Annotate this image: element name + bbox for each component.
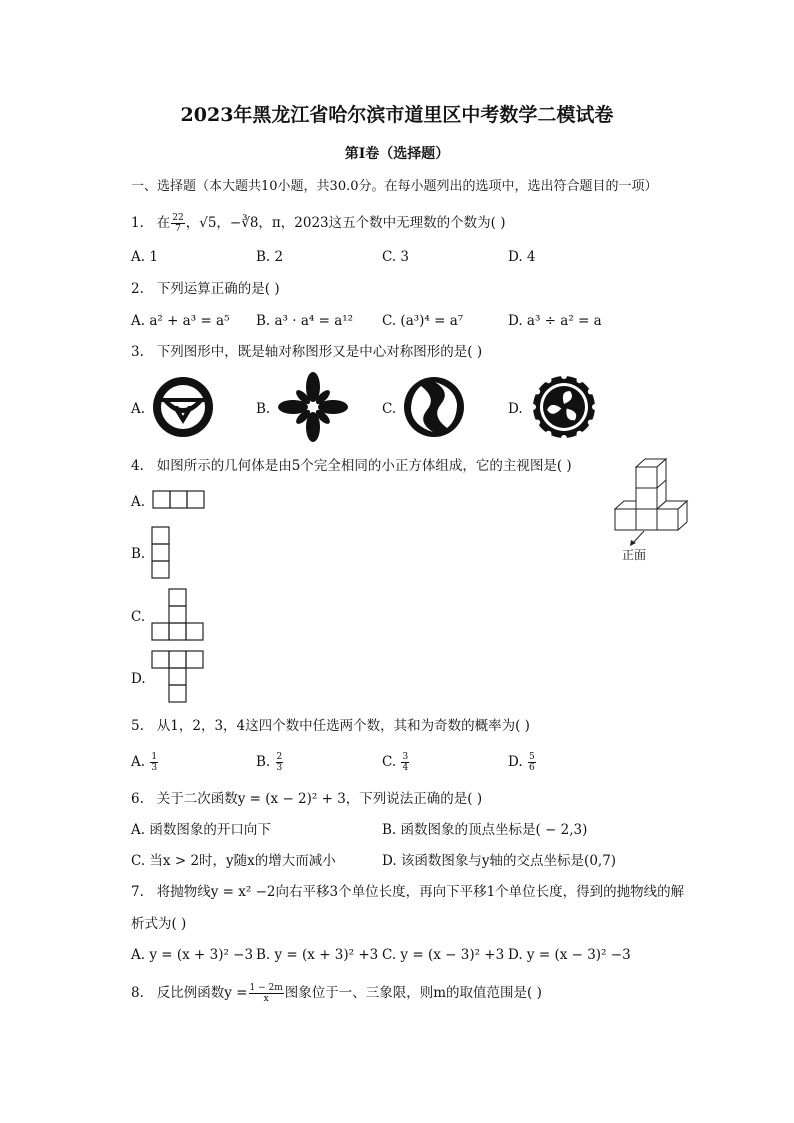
question-number: 3. (131, 344, 144, 360)
question-text: 从1，2，3，4这四个数中任选两个数，其和为奇数的概率为( ) (156, 718, 530, 734)
option-d[interactable]: D. 4 (508, 249, 536, 265)
view-c-icon (151, 588, 205, 642)
option-label: A. (131, 754, 146, 770)
numerator: 22 (172, 213, 184, 223)
question-text: 下列图形中，既是轴对称图形又是中心对称图形的是( ) (156, 344, 483, 360)
option-c[interactable]: C. (382, 401, 397, 417)
question-number: 5. (131, 718, 144, 734)
fraction (249, 983, 284, 1004)
numerator: 2 (276, 752, 283, 762)
denominator: 3 (276, 763, 283, 773)
question-7-continued: 析式为( ) (131, 916, 187, 932)
question-3 (131, 343, 482, 361)
question-6 (131, 790, 482, 808)
option-b[interactable] (256, 752, 284, 773)
question-number: 2. (131, 281, 144, 297)
emblem-a-icon (152, 376, 214, 438)
question-text: 下列运算正确的是( ) (156, 281, 280, 297)
option-a[interactable]: A. a² + a³ = a⁵ (131, 313, 230, 329)
option-d[interactable]: D. y = (x − 3)² −3 (508, 947, 631, 963)
question-text: 关于二次函数y = (x − 2)² + 3，下列说法正确的是( ) (156, 791, 483, 807)
question-7 (131, 883, 684, 901)
option-b[interactable]: B. a³ · a⁴ = a¹² (256, 313, 354, 329)
question-number: 4. (131, 458, 144, 474)
question-5 (131, 717, 530, 735)
option-d[interactable]: D. (131, 671, 146, 687)
denominator: 3 (151, 763, 158, 773)
denominator: 7 (175, 224, 181, 234)
option-b[interactable]: B. (131, 546, 146, 562)
question-text: 将抛物线y = x² −2向右平移3个单位长度，再向下平移1个单位长度，得到的抛物线的解 (156, 884, 685, 900)
gear-d-icon (530, 374, 598, 440)
option-label: B. (256, 754, 271, 770)
option-label: C. (382, 754, 397, 770)
option-a[interactable]: A. 函数图象的开口向下 (131, 822, 271, 838)
option-c[interactable]: C. (a³)⁴ = a⁷ (382, 313, 464, 329)
numerator: 5 (528, 752, 535, 762)
option-c[interactable] (382, 752, 410, 773)
question-text: 如图所示的几何体是由5个完全相同的小正方体组成，它的主视图是( ) (156, 458, 572, 474)
option-d[interactable]: D. a³ ÷ a² = a (508, 313, 602, 329)
question-text: 图象位于一、三象限，则m的取值范围是( ) (284, 985, 542, 1001)
question-number: 1. (131, 215, 144, 231)
question-8 (131, 983, 542, 1004)
front-view-label: 正面 (622, 548, 647, 562)
section-heading: 一、选择题（本大题共10小题，共30.0分。在每小题列出的选项中，选出符合题目的一项） (131, 179, 658, 194)
exam-title: 2023年黑龙江省哈尔滨市道里区中考数学二模试卷 (180, 104, 614, 126)
option-c[interactable]: C. 当x > 2时，y随x的增大而减小 (131, 853, 336, 869)
flower-b-icon (278, 372, 348, 442)
option-a[interactable]: A. y = (x + 3)² −3 (131, 947, 254, 963)
option-b[interactable]: B. (256, 401, 271, 417)
numerator: 3 (402, 752, 409, 762)
view-d-icon (151, 650, 205, 704)
question-4 (131, 457, 572, 475)
part-title: 第I卷（选择题） (344, 146, 450, 162)
question-text: 反比例函数y = (156, 985, 248, 1001)
swirl-c-icon (403, 376, 465, 438)
option-c[interactable]: C. (131, 609, 146, 625)
option-a[interactable]: A. 1 (131, 249, 158, 265)
arrow-icon (628, 530, 648, 546)
question-number: 7. (131, 884, 144, 900)
option-label: D. (508, 754, 523, 770)
numerator: 1 − 2m (249, 983, 283, 993)
option-b[interactable]: B. 2 (256, 249, 284, 265)
question-1 (131, 213, 505, 234)
question-number: 8. (131, 985, 144, 1001)
denominator: x (263, 994, 269, 1004)
denominator: 6 (528, 763, 535, 773)
option-b[interactable]: B. y = (x + 3)² +3 (256, 947, 379, 963)
option-a[interactable]: A. (131, 494, 146, 510)
option-d[interactable]: D. (508, 401, 523, 417)
numerator: 1 (151, 752, 158, 762)
option-a[interactable] (131, 752, 159, 773)
option-a[interactable]: A. (131, 401, 146, 417)
question-text: ，√5，−∛8，π，2023这五个数中无理数的个数为( ) (185, 215, 506, 231)
option-c[interactable]: C. y = (x − 3)² +3 (382, 947, 505, 963)
option-c[interactable]: C. 3 (382, 249, 410, 265)
option-b[interactable]: B. 函数图象的顶点坐标是( − 2,3) (382, 822, 588, 838)
fraction (171, 213, 184, 234)
question-2 (131, 280, 280, 298)
view-b-icon (151, 526, 171, 580)
question-number: 6. (131, 791, 144, 807)
option-d[interactable] (508, 752, 537, 773)
denominator: 4 (402, 763, 409, 773)
cube-figure-icon (612, 455, 694, 535)
option-d[interactable]: D. 该函数图象与y轴的交点坐标是(0,7) (382, 853, 617, 869)
question-text: 在 (156, 215, 171, 231)
view-a-icon (152, 490, 206, 510)
